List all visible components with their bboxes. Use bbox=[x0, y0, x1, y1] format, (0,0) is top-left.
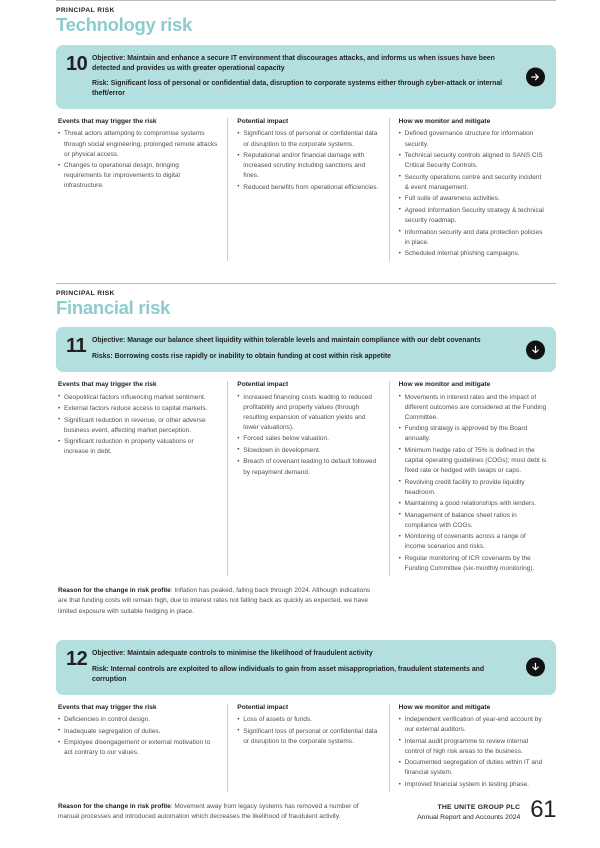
risk-number-10: 10 bbox=[66, 52, 88, 75]
list-item: • Deficiencies in control design. bbox=[58, 715, 218, 725]
list-item: • Documented segregation of duties within IT and financial system. bbox=[399, 758, 547, 778]
risk-banner-text-10 bbox=[92, 54, 510, 99]
risk-columns-11 bbox=[56, 381, 556, 576]
list-item: • Independent verification of year-end account by our external auditors. bbox=[399, 715, 547, 735]
risk-objective-10: Objective: Maintain and enhance a secure IT environment that discourages attacks, and informs us when issues have been detected and provides us with greater operational capacity bbox=[92, 54, 495, 72]
reason-text: : Movement away from legacy systems has removed a number of manual processes and introduced automation which decreases the likelihood of fraudulent activity. bbox=[58, 802, 359, 821]
column-list bbox=[58, 715, 218, 758]
list-item: • Reputational and/or financial damage with increased scrutiny including sanctions and fines. bbox=[237, 151, 379, 181]
arrow-down-icon bbox=[526, 340, 545, 359]
column-heading: How we monitor and mitigate bbox=[398, 117, 491, 125]
column-events-11 bbox=[56, 381, 227, 576]
column-list bbox=[58, 129, 218, 191]
list-item: • Agreed Information Security strategy & technical security roadmap. bbox=[399, 206, 547, 226]
risk-columns-12 bbox=[56, 704, 556, 792]
list-item: • Funding strategy is approved by the Board annually. bbox=[399, 424, 547, 444]
list-item: • Threat actors attempting to compromise systems through social engineering, prolonged remote attacks or physical access. bbox=[58, 129, 218, 159]
risk-objective-12: Objective: Maintain adequate controls to minimise the likelihood of fraudulent activity bbox=[92, 650, 373, 658]
list-item: • Full suite of awareness activities. bbox=[399, 194, 547, 204]
list-item: • Significant reduction in property valuations or increase in debt. bbox=[58, 437, 218, 457]
section-spacer bbox=[56, 261, 556, 283]
column-heading: Events that may trigger the risk bbox=[58, 703, 157, 711]
list-item: • Significant reduction in revenue, or other adverse business event, affecting market perception. bbox=[58, 416, 218, 436]
risk-banner-11 bbox=[56, 327, 556, 372]
list-item: • Monitoring of covenants across a range of income scenarios and risks. bbox=[399, 532, 547, 552]
column-heading: Potential impact bbox=[237, 381, 289, 389]
reason-label: Reason for the change in risk profile bbox=[58, 802, 171, 810]
column-heading: Events that may trigger the risk bbox=[58, 381, 157, 389]
section-eyebrow-1: PRINCIPAL RISK bbox=[56, 7, 115, 14]
section-eyebrow-2: PRINCIPAL RISK bbox=[56, 289, 115, 297]
column-heading: How we monitor and mitigate bbox=[398, 381, 491, 389]
column-heading: Potential impact bbox=[237, 703, 289, 711]
list-item: • Reduced benefits from operational efficiencies. bbox=[237, 183, 379, 193]
column-mitigation-11 bbox=[389, 381, 556, 576]
risk-banner-text-12 bbox=[92, 649, 510, 684]
list-item: • Revolving credit facility to provide liquidity headroom. bbox=[399, 478, 547, 498]
column-heading: Events that may trigger the risk bbox=[58, 117, 157, 125]
section-title-1: Technology risk bbox=[56, 14, 192, 35]
list-item: • Employee disengagement or external motivation to act contrary to our values. bbox=[58, 738, 218, 758]
risk-spacer bbox=[56, 617, 556, 631]
risk-banner-12 bbox=[56, 640, 556, 694]
list-item: • Defined governance structure for information security. bbox=[399, 129, 547, 149]
list-item: • Loss of assets or funds. bbox=[237, 715, 379, 725]
list-item: • Slowdown in development. bbox=[237, 446, 379, 456]
column-list bbox=[237, 129, 379, 192]
list-item: • Significant loss of personal or confidential data or disruption to the corporate systems. bbox=[237, 727, 379, 747]
list-item: • Maintaining a good relationships with lenders. bbox=[399, 499, 547, 509]
column-impact-10 bbox=[227, 118, 388, 261]
column-list bbox=[237, 393, 379, 478]
list-item: • Improved financial system in testing phase. bbox=[399, 780, 547, 790]
risk-description-12: Risk: Internal controls are exploited to allow individuals to gain from asset misappropriation, fraudulent statements and corruption bbox=[92, 666, 485, 683]
risk-number-12: 12 bbox=[66, 648, 88, 671]
list-item: • Information security and data protection policies in place. bbox=[399, 228, 547, 248]
column-mitigation-10 bbox=[389, 118, 556, 261]
list-item: • Forced sales below valuation. bbox=[237, 434, 379, 444]
reason-label: Reason for the change in risk profile bbox=[58, 586, 171, 594]
list-item: • Changes to operational design, bringing requirements for improvements to digital infrastructure. bbox=[58, 161, 218, 191]
risk-number-11: 11 bbox=[66, 335, 87, 358]
list-item: • Significant loss of personal or confidential data or disruption to the corporate systems. bbox=[237, 129, 379, 149]
section-technology-risk bbox=[56, 0, 556, 261]
arrow-down-icon bbox=[526, 658, 545, 677]
footer-report-title: Annual Report and Accounts 2024 bbox=[417, 813, 521, 821]
risk-description-10: Risk: Significant loss of personal or confidential data, disruption to corporate systems either through cyber-attack or internal theft/error bbox=[92, 80, 503, 98]
page-footer bbox=[56, 796, 556, 823]
section-title-2: Financial risk bbox=[56, 296, 171, 318]
risk-banner-text-11 bbox=[92, 336, 510, 362]
list-item: • Scheduled internal phishing campaigns. bbox=[399, 249, 547, 259]
list-item: • Regular monitoring of ICR covenants by the Funding Committee (six-monthly monitoring). bbox=[399, 554, 547, 574]
column-list bbox=[399, 393, 547, 575]
section-financial-risk bbox=[56, 283, 556, 823]
column-impact-11 bbox=[227, 381, 388, 576]
column-events-10 bbox=[56, 118, 227, 261]
arrow-right-icon bbox=[526, 67, 545, 86]
list-item: • Geopolitical factors influencing market sentiment. bbox=[58, 393, 218, 403]
list-item: • Movements in interest rates and the impact of different outcomes are considered at the Funding Committee. bbox=[399, 393, 547, 423]
footer-company-name: THE UNITE GROUP PLC bbox=[437, 804, 521, 811]
risk-description-11: Risks: Borrowing costs rise rapidly or inability to obtain funding at cost within risk appetite bbox=[92, 353, 392, 361]
reason-for-change-11 bbox=[56, 586, 378, 618]
list-item: • Technical security controls aligned to SANS CIS Critical Security Controls. bbox=[399, 151, 547, 171]
risk-objective-11: Objective: Manage our balance sheet liquidity within tolerable levels and maintain compliance with our debt covenants bbox=[92, 337, 481, 345]
column-heading: How we monitor and mitigate bbox=[398, 703, 491, 711]
list-item: • Security operations centre and security incident & event management. bbox=[399, 173, 547, 193]
column-heading: Potential impact bbox=[237, 117, 289, 125]
list-item: • Inadequate segregation of duties. bbox=[58, 727, 218, 737]
column-events-12 bbox=[56, 704, 227, 792]
risk-columns-10 bbox=[56, 118, 556, 261]
column-list bbox=[237, 715, 379, 747]
risk-banner-10 bbox=[56, 45, 556, 109]
list-item: • Management of balance sheet ratios in compliance with COGs. bbox=[399, 511, 547, 531]
footer-text-block bbox=[417, 800, 520, 823]
page-number: 61 bbox=[530, 796, 556, 823]
list-item: • Breach of covenant leading to default followed by repayment demand. bbox=[237, 457, 379, 477]
section-divider-1 bbox=[56, 0, 556, 1]
list-item: • Internal audit programme to review internal control of high risk areas to the business. bbox=[399, 737, 547, 757]
page-content bbox=[56, 0, 556, 823]
section-divider-2 bbox=[56, 283, 556, 284]
list-item: • Minimum hedge ratio of 75% is defined in the capital operating guidelines (COGs); most debt is fixed rate or hedged with swaps or caps. bbox=[399, 446, 547, 476]
list-item: • Increased financing costs leading to reduced profitability and property values (through resulting expansion of valuation yields and lower valuations). bbox=[237, 393, 379, 433]
column-impact-12 bbox=[227, 704, 388, 792]
list-item: • External factors reduce access to capital markets. bbox=[58, 404, 218, 414]
reason-text: : Inflation has peaked, falling back through 2024. Although indications are that funding costs will remain high, due to interest rates not falling back as quickly as expected, we have limited exposure with suitable hedging in place. bbox=[58, 586, 371, 615]
column-list bbox=[58, 393, 218, 458]
column-list bbox=[399, 715, 547, 790]
column-mitigation-12 bbox=[389, 704, 556, 792]
column-list bbox=[399, 129, 547, 259]
